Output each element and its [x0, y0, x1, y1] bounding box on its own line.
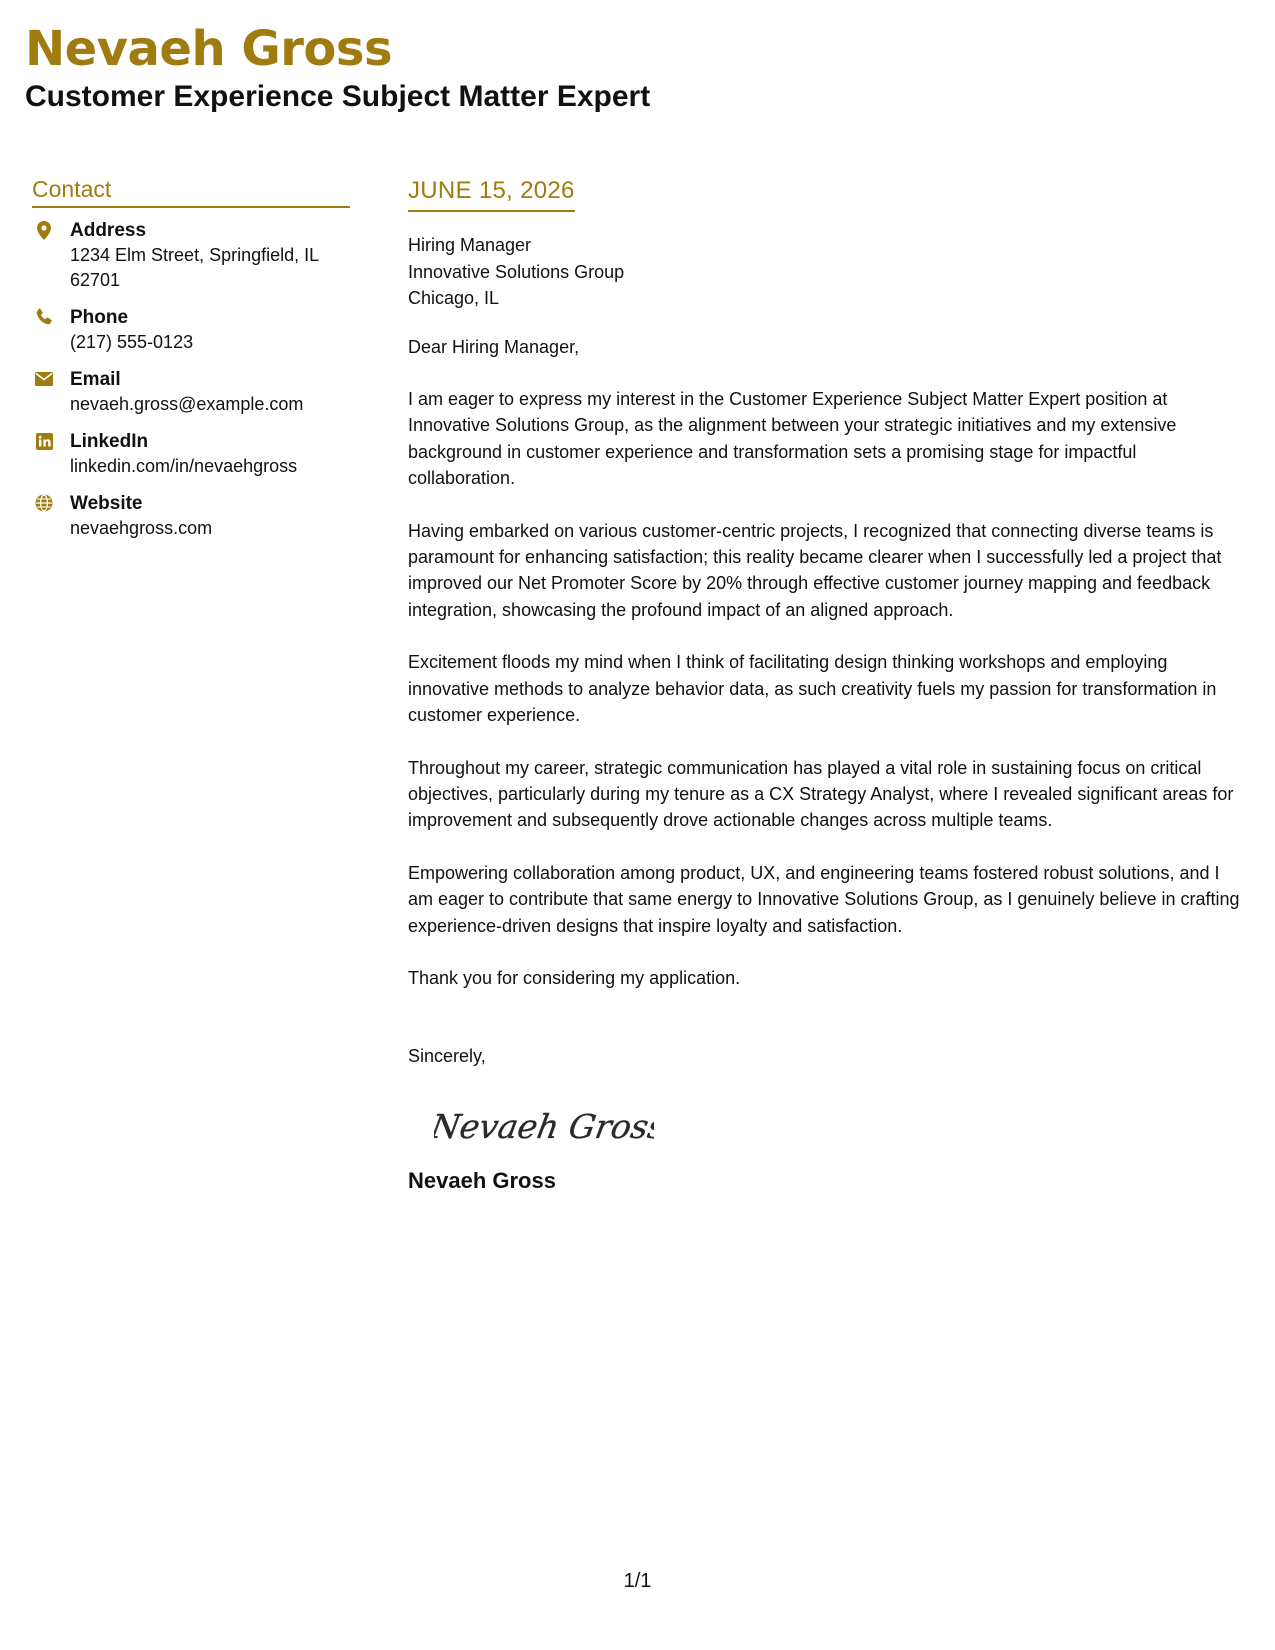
letter-greeting: Dear Hiring Manager, [408, 336, 580, 357]
contact-label: LinkedIn [70, 431, 149, 452]
letter-paragraph: I am eager to express my interest in the Customer Experience Subject Matter Expert position at Innovative Solutions Group, as the alignment between your strategic initiatives and my extensive background in customer experience and transformation sets a promising stage for impactful collaboration. [408, 389, 1177, 489]
contact-item-address [32, 218, 350, 293]
cover-letter-body [408, 178, 1248, 1194]
letter-paragraph: Throughout my career, strategic communication has played a vital role in sustaining focus on critical objectives, particularly during my tenure as a CX Strategy Analyst, where I revealed significant areas for improvement and subsequently drove actionable changes across multiple teams. [408, 757, 1234, 831]
recipient-name: Hiring Manager [408, 235, 532, 256]
phone-icon [34, 307, 54, 327]
contact-label: Email [70, 369, 121, 390]
linkedin-icon [34, 431, 54, 451]
contact-value: 1234 Elm Street, Springfield, IL 62701 [70, 245, 319, 290]
contact-value: (217) 555-0123 [70, 332, 194, 352]
letter-paragraph: Having embarked on various customer-centric projects, I recognized that connecting diverse teams is paramount for enhancing satisfaction; this reality became clearer when I successfully led a project that improved our Net Promoter Score by 20% through effective customer journey mapping and feedback integration, showcasing the profound impact of an aligned approach. [408, 520, 1222, 620]
contact-item-linkedin [32, 429, 350, 479]
location-pin-icon [34, 220, 54, 240]
contact-section-title: Contact [32, 176, 350, 208]
signature-glyphs: Nevaeh Gross [434, 1106, 654, 1146]
letter-paragraph: Empowering collaboration among product, UX, and engineering teams fostered robust solutions, and I am eager to contribute that same energy to Innovative Solutions Group, as I genuinely believe in crafting experience-driven designs that inspire loyalty and satisfaction. [408, 862, 1240, 936]
contact-label: Website [70, 493, 143, 514]
contact-label: Phone [70, 307, 129, 328]
envelope-icon [34, 369, 54, 389]
contact-label: Address [70, 220, 147, 241]
recipient-location: Chicago, IL [408, 288, 500, 309]
handwritten-signature [434, 1100, 1248, 1156]
page-indicator: 1/1 [623, 1570, 652, 1592]
contact-item-website [32, 491, 350, 541]
signed-name: Nevaeh Gross [408, 1167, 556, 1193]
contact-item-phone [32, 305, 350, 355]
contact-value: nevaeh.gross@example.com [70, 394, 304, 414]
applicant-headline: Customer Experience Subject Matter Expert [25, 80, 651, 113]
contact-item-email [32, 367, 350, 417]
recipient-block [408, 232, 1248, 311]
contact-value: linkedin.com/in/nevaehgross [70, 456, 298, 476]
letter-closing: Sincerely, [408, 1046, 486, 1067]
contact-value: nevaehgross.com [70, 518, 213, 538]
letter-paragraph: Excitement floods my mind when I think of facilitating design thinking workshops and employing innovative methods to analyze behavior data, as such creativity fuels my passion for transformation in customer experience. [408, 652, 1217, 726]
globe-icon [34, 493, 54, 513]
recipient-company: Innovative Solutions Group [408, 261, 625, 282]
letter-paragraph: Thank you for considering my application. [408, 967, 741, 988]
contact-sidebar [32, 176, 350, 553]
letter-date: JUNE 15, 2026 [408, 178, 575, 212]
applicant-name: Nevaeh Gross [25, 21, 393, 77]
